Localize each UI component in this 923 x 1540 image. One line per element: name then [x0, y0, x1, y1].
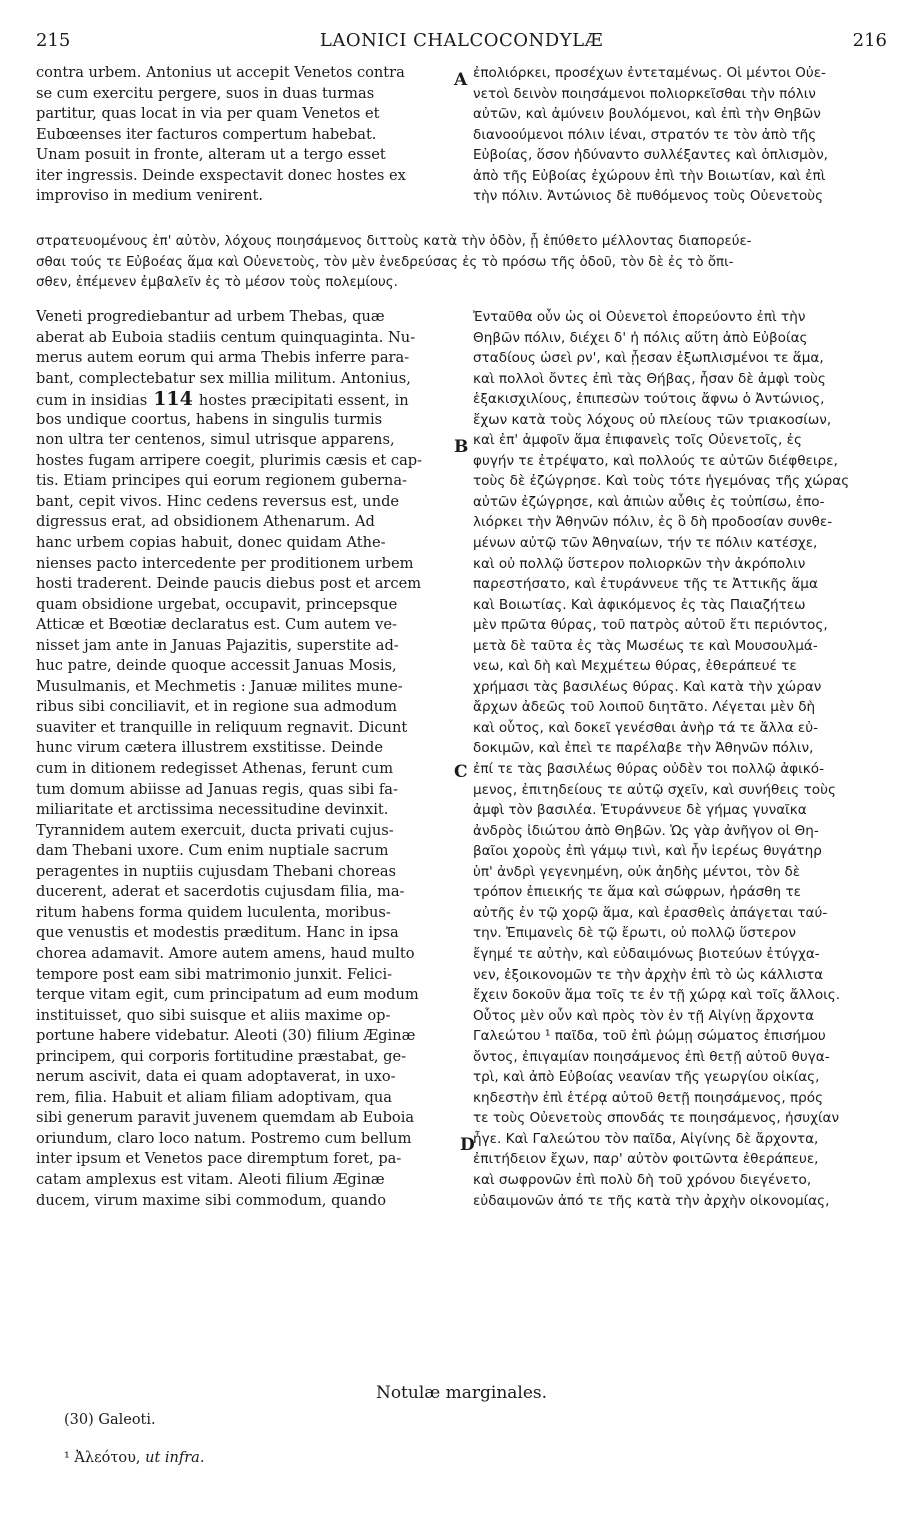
latin-line: cum in ditionem redegisset Athenas, ferunt cum: [36, 760, 394, 778]
greek-line: τὴν πόλιν. Ἀντώνιος δὲ πυθόμενος τοὺς Οὐενετοὺς: [473, 188, 824, 205]
greek-line: νεω, καὶ δὴ καὶ Μεχμέτεω θύρας, ἐθεράπευέ τε: [473, 658, 797, 675]
latin-line: se cum exercitu pergere, suos in duas turmas: [36, 84, 375, 102]
latin-line: peragentes in nuptiis cujusdam Thebani choreas: [36, 862, 397, 880]
greek-line: ὄντος, ἐπιγαμίαν ποιησάμενος ἐπὶ θετῇ αὐτοῦ θυγα-: [473, 1048, 830, 1065]
latin-line: dam Thebani uxore. Cum enim nuptiale sacrum: [36, 842, 389, 860]
marginal-note-greek: ¹ Ἀλεότου,: [64, 1450, 141, 1466]
marginal-note-1: [64, 1450, 204, 1466]
latin-line: suaviter et tranquille in reliquum regnavit. Dicunt: [36, 718, 408, 736]
greek-line: ἔγημέ τε αὐτὴν, καὶ εὐδαιμόνως βιοτεύων ἐτύγχα-: [473, 945, 820, 962]
latin-line: hunc virum cætera illustrem exstitisse. Deinde: [36, 739, 384, 757]
greek-line: ἔχων κατὰ τοὺς λόχους οὐ πλείους τῶν τριακοσίων,: [473, 411, 832, 428]
latin-line: [36, 389, 456, 410]
greek-line: μὲν πρῶτα θύρας, τοῦ πατρὸς αὐτοῦ ἔτι περιόντος,: [473, 617, 828, 634]
latin-line: huc patre, deinde quoque accessit Januas Mosis,: [36, 657, 397, 675]
marginal-note-latin: ut infra.: [145, 1450, 205, 1466]
greek-column-top: [473, 63, 898, 207]
latin-line: ritum habens forma quidem luculenta, moribus-: [36, 903, 391, 921]
latin-line: sibi generum paravit juvenem quemdam ab Euboia: [36, 1109, 415, 1127]
greek-line: μενος, ἐπιτηδείους τε αὐτῷ σχεῖν, καὶ συνήθεις τοὺς: [473, 781, 836, 798]
latin-line: improviso in medium venirent.: [36, 187, 263, 205]
greek-line: ἐπολιόρκει, προσέχων ἐντεταμένως. Οἱ μέντοι Οὐε-: [473, 65, 826, 81]
greek-line: ἑξακισχιλίους, ἐπιπεσὼν τούτοις ἄφνω ὁ Ἀντώνιος,: [473, 391, 825, 408]
latin-line: bos undique coortus, habens in singulis turmis: [36, 410, 383, 428]
greek-line: τρόπον ἐπιεικής τε ἅμα καὶ σώφρων, ἠράσθη τε: [473, 884, 802, 901]
greek-line: καὶ σωφρονῶν ἐπὶ πολὺ δὴ τοῦ χρόνου διεγένετο,: [473, 1171, 812, 1188]
greek-line: μετὰ δὲ ταῦτα ἐς τὰς Μωσέως τε καὶ Μουσουλμά-: [473, 637, 818, 654]
greek-line: Οὗτος μὲν οὖν καὶ πρὸς τὸν ἐν τῇ Αἰγίνῃ ἄρχοντα: [473, 1007, 815, 1024]
latin-line: hostes fugam arripere coegit, plurimis cæsis et cap-: [36, 451, 423, 469]
greek-line: ἐπιτήδειον ἔχων, παρ' αὐτὸν φοιτῶντα ἐθεράπευε,: [473, 1151, 819, 1168]
latin-line: iter ingressis. Deinde exspectavit donec hostes ex: [36, 166, 406, 184]
latin-line: merus autem eorum qui arma Thebis inferre para-: [36, 349, 410, 367]
greek-line: αὐτῆς ἐν τῷ χορῷ ἅμα, καὶ ἐρασθεὶς ἀπάγεται ταύ-: [473, 904, 828, 921]
latin-line: rem, filia. Habuit et aliam filiam adoptivam, qua: [36, 1088, 392, 1106]
latin-line: digressus erat, ad obsidionem Athenarum. Ad: [36, 513, 375, 531]
section-marker-b: B: [454, 437, 469, 457]
latin-line: bant, complectebatur sex millia militum. Antonius,: [36, 369, 411, 387]
latin-line: Atticæ et Bœotiæ declaratus est. Cum autem ve-: [36, 616, 397, 634]
running-header: [28, 30, 895, 58]
section-marker-d: D: [460, 1135, 475, 1155]
latin-line: catam amplexus est vitam. Aleoti filium Æginæ: [36, 1170, 385, 1188]
latin-line: inter ipsum et Venetos pace diremptum foret, pa-: [36, 1150, 402, 1168]
latin-line: bant, cepit vivos. Hinc cedens reversus est, unde: [36, 492, 400, 510]
greek-line: καὶ Βοιωτίας. Καὶ ἀφικόμενος ἐς τὰς Παιαζήτεω: [473, 596, 806, 613]
greek-line: δοκιμῶν, καὶ ἐπεὶ τε παρέλαβε τὴν Ἀθηνῶν πόλιν,: [473, 740, 814, 757]
greek-line: την. Ἐπιμανεὶς δὲ τῷ ἔρωτι, οὐ πολλῷ ὕστερον: [473, 925, 796, 942]
latin-column-main: [36, 307, 456, 1211]
greek-line: ἦγε. Καὶ Γαλεώτου τὸν παῖδα, Αἰγίνης δὲ ἄρχοντα,: [473, 1130, 819, 1147]
greek-line: σθαι τούς τε Εὐβοέας ἅμα καὶ Οὐενετοὺς, τὸν μὲν ἐνεδρεύσας ἐς τὸ πρόσω τῆς ὁδοῦ, τὸν δὲ ἐς τὸ ὄπι-: [36, 254, 734, 270]
greek-line: μένων αὐτῷ τῶν Ἀθηναίων, τήν τε πόλιν κατέσχε,: [473, 535, 818, 552]
latin-line: quam obsidione urgebat, occupavit, princepsque: [36, 595, 398, 613]
greek-line: ἀπὸ τῆς Εὐβοίας ἐχώρουν ἐπὶ τὴν Βοιωτίαν, καὶ ἐπὶ: [473, 167, 826, 184]
greek-line: ἀμφὶ τὸν βασιλέα. Ἐτυράννευε δὲ γήμας γυναῖκα: [473, 802, 807, 819]
greek-line: ἄρχων ἀδεῶς τοῦ λοιποῦ διητᾶτο. Λέγεται μὲν δὴ: [473, 699, 816, 716]
greek-line: καὶ ἐπ' ἀμφοῖν ἅμα ἐπιφανεὶς τοῖς Οὐενετοῖς, ἐς: [473, 432, 802, 449]
text-fragment: cum in insidias: [36, 392, 148, 410]
latin-line: oriundum, claro loco natum. Postremo cum bellum: [36, 1129, 412, 1147]
latin-line: Unam posuit in fronte, alteram ut a tergo esset: [36, 146, 386, 164]
greek-line: ἐπί τε τὰς βασιλέως θύρας οὐδὲν τοι πολλῷ ἀφικό-: [473, 761, 824, 778]
greek-line: ἔχειν δοκοῦν ἅμα τοῖς τε ἐν τῇ χώρᾳ καὶ τοῖς ἄλλοις.: [473, 987, 841, 1004]
latin-line: tempore post eam sibi matrimonio junxit. Felici-: [36, 965, 393, 983]
greek-line: νετοὶ δεινὸν ποιησάμενοι πολιορκεῖσθαι τὴν πόλιν: [473, 85, 816, 102]
text-fragment: hostes præcipitati essent, in: [198, 392, 409, 410]
greek-line: ὑπ' ἀνδρὶ γεγενημένη, οὐκ ἀηδὴς μέντοι, τὸν δὲ: [473, 863, 801, 880]
page-number-left: 215: [36, 30, 71, 51]
latin-line: tum domum abiisse ad Januas regis, quas sibi fa-: [36, 780, 398, 798]
greek-line: λιόρκει τὴν Ἀθηνῶν πόλιν, ἐς ὃ δὴ προδοσίαν συνθε-: [473, 514, 833, 531]
greek-line: Εὐβοίας, ὅσον ἠδύναντο συλλέξαντες καὶ ὁπλισμὸν,: [473, 147, 828, 164]
greek-full-width-passage: [36, 232, 896, 294]
inline-page-mark: 114: [153, 389, 193, 410]
greek-line: φυγήν τε ἐτρέψατο, καὶ πολλούς τε αὐτῶν διέφθειρε,: [473, 452, 838, 469]
latin-line: terque vitam egit, cum principatum ad eum modum: [36, 986, 419, 1004]
greek-line: τοὺς δὲ ἐζώγρησε. Καὶ τοὺς τότε ἡγεμόνας τῆς χώρας: [473, 473, 850, 490]
latin-line: non ultra ter centenos, simul utrisque apparens,: [36, 431, 395, 449]
greek-line: βαῖοι χοροὺς ἐπὶ γάμῳ τινὶ, καὶ ἦν ἱερέως θυγάτηρ: [473, 843, 822, 860]
greek-line: εὐδαιμονῶν ἀπό τε τῆς κατὰ τὴν ἀρχὴν οἰκονομίας,: [473, 1192, 830, 1209]
greek-line: χρήμασι τὰς βασιλέως θύρας. Καὶ κατὰ τὴν χώραν: [473, 678, 822, 695]
greek-column-main: [473, 307, 898, 1211]
latin-line: nisset jam ante in Januas Pajazitis, superstite ad-: [36, 636, 399, 654]
greek-line: αὐτῶν, καὶ ἀμύνειν βουλόμενοι, καὶ ἐπὶ τὴν Θηβῶν: [473, 106, 821, 123]
latin-line: portune habere videbatur. Aleoti (30) filium Æginæ: [36, 1027, 416, 1045]
marginal-notes-title: Notulæ marginales.: [375, 1383, 548, 1403]
latin-line: instituisset, quo sibi suisque et aliis maxime op-: [36, 1006, 391, 1024]
latin-line: Musulmanis, et Mechmetis : Januæ milites mune-: [36, 677, 403, 695]
latin-line: hosti traderent. Deinde paucis diebus post et arcem: [36, 575, 422, 593]
latin-line: principem, qui corporis fortitudine præstabat, ge-: [36, 1047, 407, 1065]
greek-line: στρατευομένους ἐπ' αὐτὸν, λόχους ποιησάμενος διττοὺς κατὰ τὴν ὁδὸν, ᾗ ἐπύθετο μέλλοντας διαπορεύε-: [36, 234, 752, 249]
greek-line: ἀνδρὸς ἰδιώτου ἀπὸ Θηβῶν. Ὡς γὰρ ἀνῆγον οἱ Θη-: [473, 822, 819, 839]
greek-line: νεν, ἐξοικονομῶν τε τὴν ἀρχὴν ἐπὶ τὸ ὡς κάλλιστα: [473, 966, 824, 983]
latin-line: miliaritate et arctissima necessitudine devinxit.: [36, 801, 389, 819]
section-marker-c: C: [454, 762, 468, 782]
greek-line: Γαλεώτου ¹ παῖδα, τοῦ ἐπὶ ῥώμῃ σώματος ἐπισήμου: [473, 1028, 826, 1045]
latin-line: Tyrannidem autem exercuit, ducta privati cujus-: [36, 821, 394, 839]
latin-line: nienses pacto intercedente per proditionem urbem: [36, 554, 414, 572]
greek-line: αὐτῶν ἐζώγρησε, καὶ ἀπιὼν αὖθις ἐς τοὐπίσω, ἐπο-: [473, 493, 825, 510]
greek-line: παρεστήσατο, καὶ ἐτυράννευε τῆς τε Ἀττικῆς ἅμα: [473, 576, 818, 593]
greek-line: σταδίους ὡσεὶ ρν', καὶ ᾖεσαν ἐξωπλισμένοι τε ἅμα,: [473, 350, 824, 367]
latin-line: que venustis et modestis præditum. Hanc in ipsa: [36, 924, 399, 942]
running-title: LAONICI CHALCOCONDYLÆ: [319, 30, 604, 51]
greek-line: τε τοὺς Οὐενετοὺς σπονδάς τε ποιησάμενος, ἡσυχίαν: [473, 1110, 840, 1127]
page-number-right: 216: [852, 30, 887, 51]
latin-line: nerum ascivit, data ei quam adoptaverat, in uxo-: [36, 1068, 396, 1086]
greek-line: σθεν, ἐπέμενεν ἐμβαλεῖν ἐς τὸ μέσον τοὺς πολεμίους.: [36, 275, 398, 291]
latin-line: ducem, virum maxime sibi commodum, quando: [36, 1191, 387, 1209]
greek-line: Θηβῶν πόλιν, διέχει δ' ἡ πόλις αὕτη ἀπὸ Εὐβοίας: [473, 329, 808, 346]
latin-line: Veneti progrediebantur ad urbem Thebas, quæ: [36, 308, 385, 325]
latin-line: ducerent, aderat et sacerdotis cujusdam filia, ma-: [36, 883, 405, 901]
greek-line: καὶ πολλοὶ ὄντες ἐπὶ τὰς Θήβας, ἦσαν δὲ ἀμφὶ τοὺς: [473, 370, 826, 387]
latin-line: ribus sibi conciliavit, et in regione sua admodum: [36, 698, 398, 716]
greek-line: καὶ οὐ πολλῷ ὕστερον πολιορκῶν τὴν ἀκρόπολιν: [473, 555, 806, 572]
greek-line: διανοούμενοι πόλιν ἰέναι, στρατόν τε τὸν ἀπὸ τῆς: [473, 126, 817, 143]
latin-line: Eubœenses iter facturos compertum habebat.: [36, 125, 377, 143]
latin-line: chorea adamavit. Amore autem amens, haud multo: [36, 944, 415, 962]
latin-line: partitur, quas locat in via per quam Venetos et: [36, 105, 380, 123]
latin-column-top: [36, 63, 456, 207]
greek-line: καὶ οὗτος, καὶ δοκεῖ γενέσθαι ἀνὴρ τά τε ἄλλα εὐ-: [473, 719, 819, 736]
section-marker-a: A: [454, 70, 468, 90]
greek-line: Ἐνταῦθα οὖν ὡς οἱ Οὐενετοὶ ἐπορεύοντο ἐπὶ τὴν: [473, 309, 806, 325]
latin-line: aberat ab Euboia stadiis centum quinquaginta. Nu-: [36, 328, 416, 346]
latin-line: hanc urbem copias habuit, donec quidam Athe-: [36, 534, 386, 552]
latin-line: tis. Etiam principes qui eorum regionem guberna-: [36, 472, 407, 490]
greek-line: τρὶ, καὶ ἀπὸ Εὐβοίας νεανίαν τῆς γεωργίου οἰκίας,: [473, 1069, 820, 1086]
latin-line: contra urbem. Antonius ut accepit Venetos contra: [36, 64, 405, 81]
marginal-note-30: (30) Galeoti.: [64, 1412, 156, 1428]
greek-line: κηδεστὴν ἐπὶ ἑτέρᾳ αὐτοῦ θετῇ ποιησάμενος, πρός: [473, 1089, 824, 1106]
